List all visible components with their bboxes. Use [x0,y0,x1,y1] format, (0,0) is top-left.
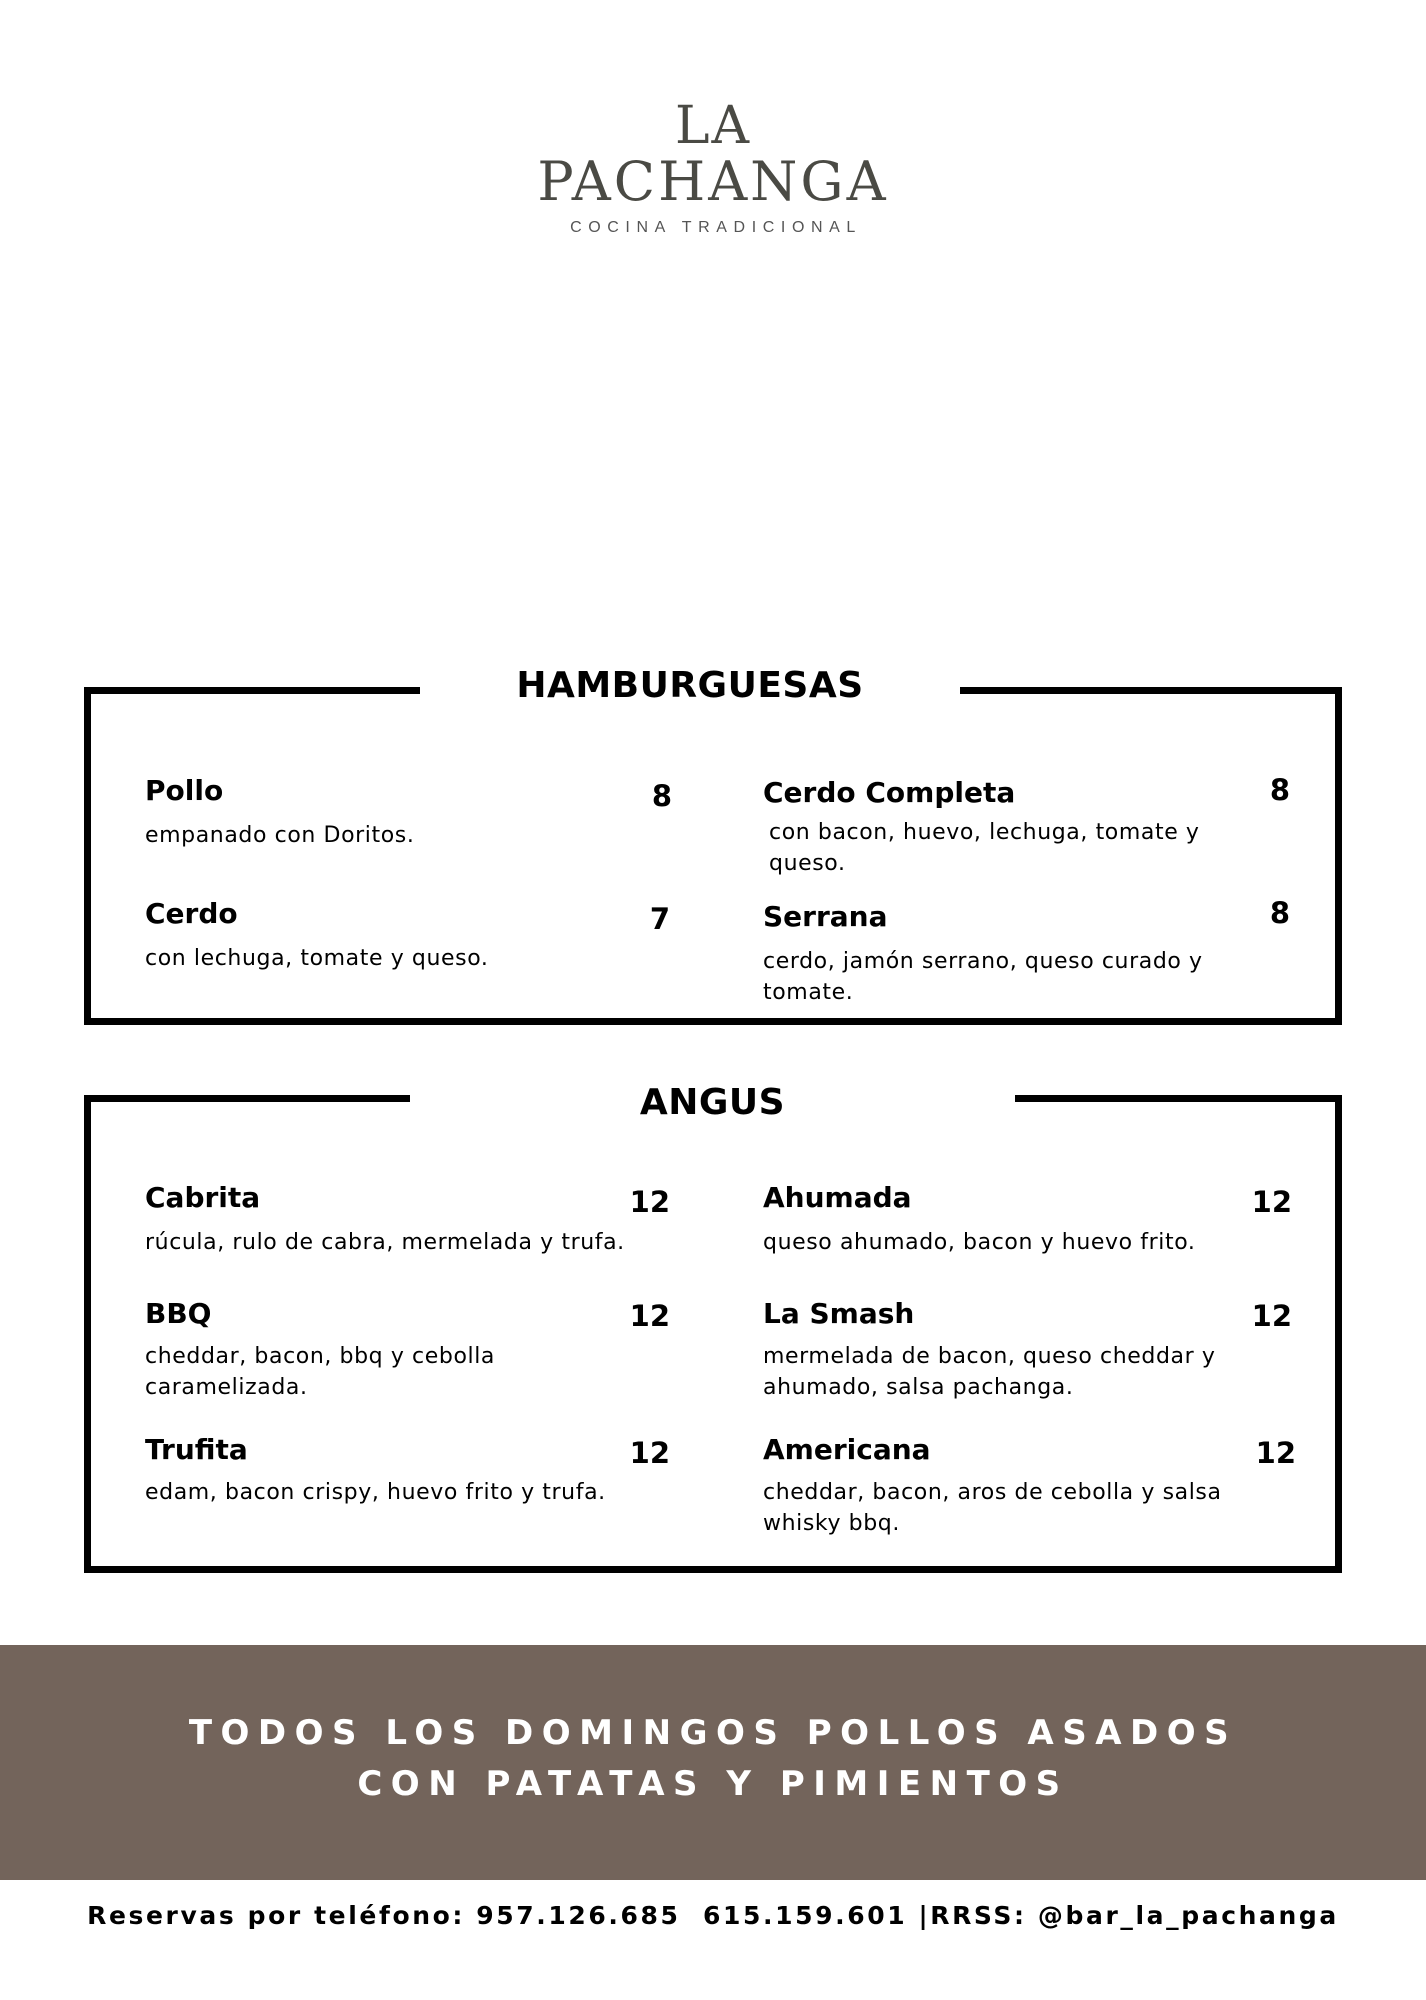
item-description: empanado con Doritos. [145,823,415,848]
promo-line-1: TODOS LOS DOMINGOS POLLOS ASADOS [188,1713,1238,1753]
box-left-border [84,687,91,1025]
item-name: Pollo [145,774,224,807]
item-name: Cerdo [145,897,238,930]
item-name: Trufita [145,1433,248,1466]
item-description: rúcula, rulo de cabra, mermelada y trufa. [145,1230,625,1255]
item-name: Serrana [763,900,888,933]
logo-tagline: COCINA TRADICIONAL [570,219,862,236]
item-name: Cerdo Completa [763,776,1016,809]
item-price: 7 [649,902,670,936]
reservation-footer: Reservas por teléfono: 957.126.685 615.159.601 |RRSS: @bar_la_pachanga [87,1901,1339,1930]
item-name: Cabrita [145,1181,261,1214]
item-price: 12 [1251,1185,1292,1219]
item-description: edam, bacon crispy, huevo frito y trufa. [145,1480,606,1505]
item-name: La Smash [763,1297,915,1330]
box-right-border [1335,1095,1342,1573]
box-left-border [84,1095,91,1573]
box-bottom-border [84,1566,1342,1573]
promo-line-2: CON PATATAS Y PIMIENTOS [357,1764,1069,1804]
section-title: ANGUS [639,1082,786,1123]
item-name: Americana [763,1433,931,1466]
logo-line-la: LA [674,96,752,156]
item-price: 12 [1251,1299,1292,1333]
box-top-right-line [960,687,1342,694]
box-bottom-border [84,1018,1342,1025]
item-price: 8 [1269,773,1290,807]
box-top-right-line [1015,1095,1342,1102]
item-description: con bacon, huevo, lechuga, tomate y queso. [769,820,1200,876]
box-top-left-line [84,1095,410,1102]
section-title: HAMBURGUESAS [516,665,864,706]
item-description: queso ahumado, bacon y huevo frito. [763,1230,1196,1255]
item-description: cerdo, jamón serrano, queso curado y tomate. [763,949,1203,1005]
box-top-left-line [84,687,420,694]
item-name: BBQ [145,1297,212,1330]
item-description: cheddar, bacon, aros de cebolla y salsa whisky bbq. [763,1480,1222,1536]
item-price: 12 [629,1436,670,1470]
item-name: Ahumada [763,1181,912,1214]
item-price: 8 [1269,896,1290,930]
item-price: 12 [629,1185,670,1219]
item-description: mermelada de bacon, queso cheddar y ahumado, salsa pachanga. [763,1344,1216,1400]
logo-line-pachanga: PACHANGA [537,150,889,213]
item-price: 8 [651,779,672,813]
item-description: cheddar, bacon, bbq y cebolla caramelizada. [145,1344,496,1400]
item-price: 12 [1255,1436,1296,1470]
box-right-border [1335,687,1342,1025]
item-price: 12 [629,1299,670,1333]
item-description: con lechuga, tomate y queso. [145,946,489,971]
